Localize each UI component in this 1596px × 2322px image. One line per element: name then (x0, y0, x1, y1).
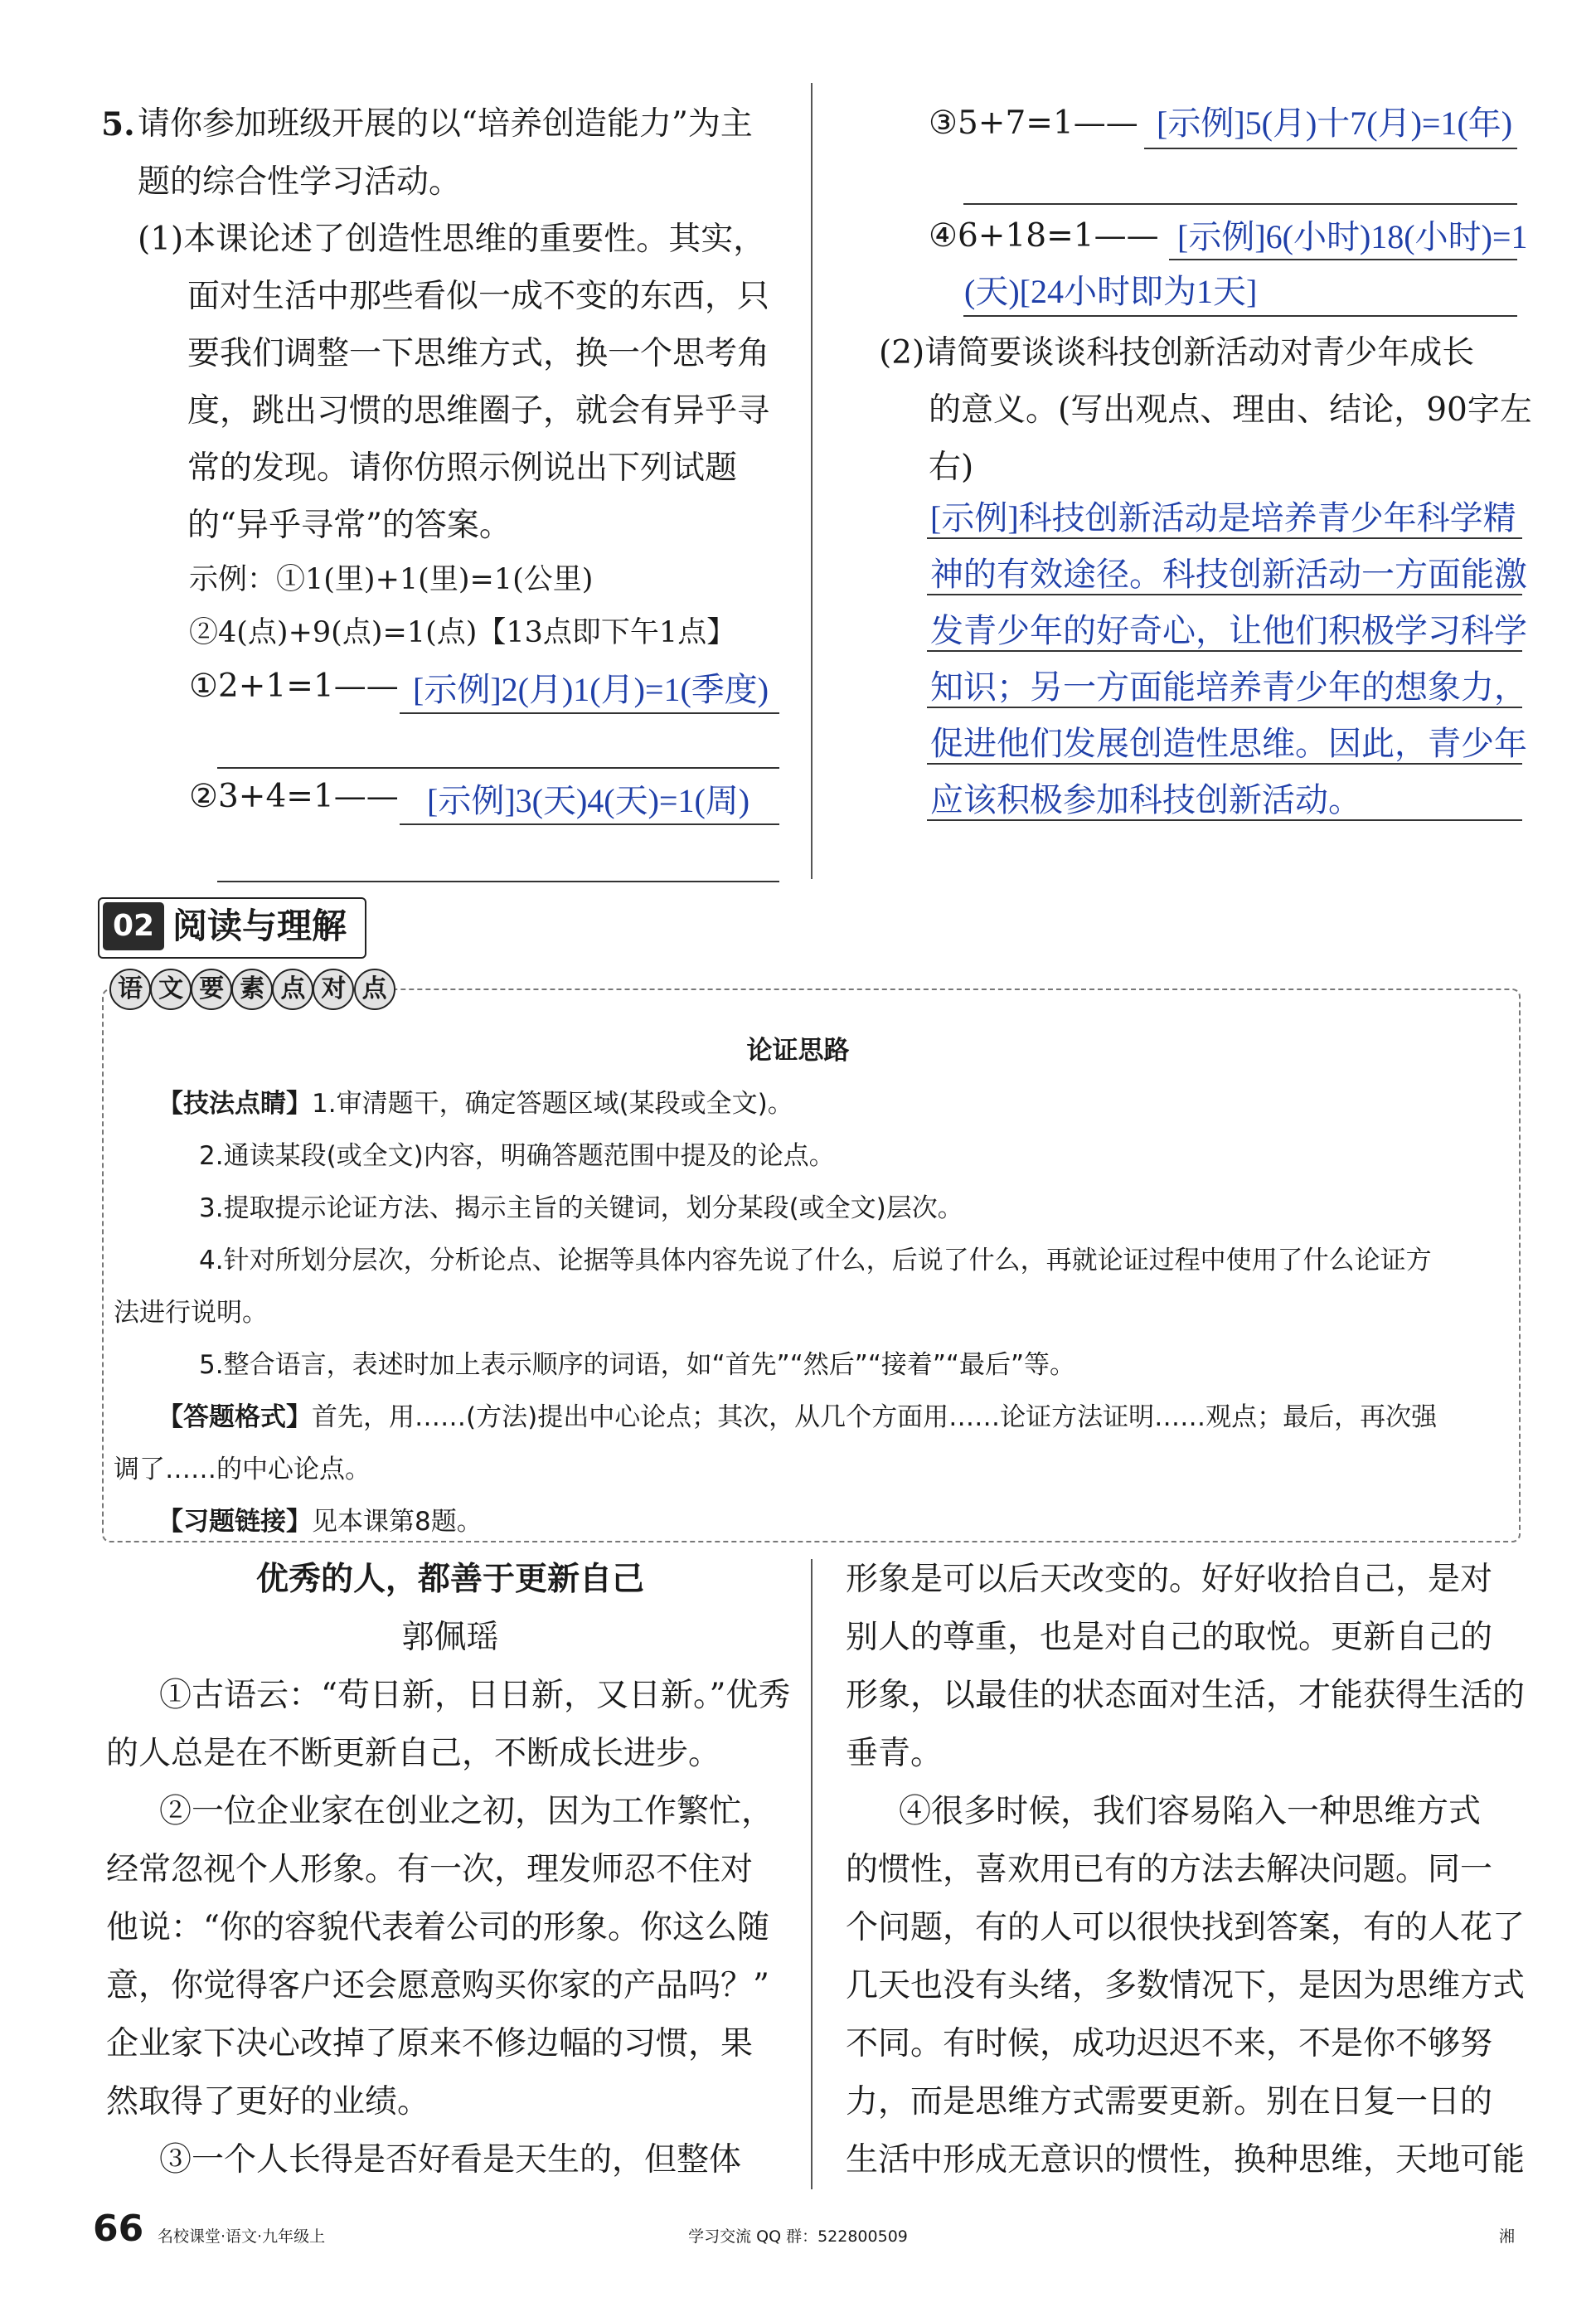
part1-line: 度，跳出习惯的思维圈子，就会有异乎寻 (187, 392, 770, 430)
part1-line: (1)本课论述了创造性思维的重要性。其实， (138, 221, 766, 258)
qq-group: 学习交流 QQ 群：522800509 (688, 2227, 908, 2246)
article-line: 的惯性，喜欢用已有的方法去解决问题。同一 (846, 1851, 1493, 1888)
blank-item-answer: [示例]2(月)1(月)=1(季度) (413, 671, 769, 708)
article-line: 意，你觉得客户还会愿意购买你家的产品吗？” (106, 1967, 769, 2004)
box-label: 【技法点睛】 (158, 1089, 312, 1119)
example-line: ②4(点)+9(点)=1(点)【13点即下午1点】 (189, 616, 736, 649)
page-number: 66 (93, 2208, 144, 2250)
box-heading: 论证思路 (746, 1036, 850, 1066)
article-line: 他说：“你的容貌代表着公司的形象。你这么随 (106, 1909, 769, 1946)
article-line: 形象是可以后天改变的。好好收拾自己，是对 (846, 1561, 1493, 1598)
article-title: 优秀的人，都善于更新自己 (255, 1561, 644, 1598)
article-line: 经常忽视个人形象。有一次，理发师忍不住对 (106, 1851, 754, 1888)
part2-line: (2)请简要谈谈科技创新活动对青少年成长 (879, 334, 1475, 372)
article-line: 别人的尊重，也是对自己的取悦。更新自己的 (846, 1619, 1493, 1656)
article-line: ③一个人长得是否好看是天生的，但整体 (159, 2141, 742, 2179)
example-line: 示例：①1(里)+1(里)=1(公里) (189, 563, 594, 596)
box-text: 首先，用……(方法)提出中心论点；其次，从几个方面用……论证方法证明……观点；最后，再次强 (312, 1402, 1438, 1432)
article-line: ②一位企业家在创业之初，因为工作繁忙， (159, 1793, 774, 1830)
answer-line: 知识；另一方面能培养青少年的想象力， (930, 668, 1527, 706)
article-line: 力，而是思维方式需要更新。别在日复一日的 (846, 2083, 1493, 2120)
blank-item-answer: [示例]5(月)十7(月)=1(年) (1157, 104, 1513, 142)
tag-char: 素 (231, 969, 273, 1010)
part1-line: 的“异乎寻常”的答案。 (187, 507, 512, 544)
blank-item-label: ②3+4=1—— (189, 778, 399, 815)
article-line: 不同。有时候，成功迟迟不来，不是你不够努 (846, 2025, 1493, 2062)
blank-item-label: ①2+1=1—— (189, 668, 399, 705)
part2-line: 右) (929, 449, 974, 486)
part2-line: 的意义。(写出观点、理由、结论，90字左 (929, 391, 1532, 429)
article-line: 然取得了更好的业绩。 (106, 2083, 430, 2120)
blank-item-answer: [示例]6(小时)18(小时)=1 (1177, 218, 1528, 255)
blank-item-answer: [示例]3(天)4(天)=1(周) (427, 782, 750, 819)
tag-char: 文 (150, 969, 192, 1010)
box-line: 4.针对所划分层次，分析论点、论据等具体内容先说了什么，后说了什么，再就论证过程中使用了什么论证方 (199, 1246, 1432, 1275)
box-line: 调了……的中心论点。 (114, 1455, 371, 1484)
tag-char: 点 (354, 969, 395, 1010)
tag-char: 语 (109, 969, 151, 1010)
box-label: 【习题链接】 (158, 1507, 312, 1537)
article-author: 郭佩瑶 (401, 1619, 499, 1656)
part1-line: 要我们调整一下思维方式，换一个思考角 (187, 335, 770, 372)
answer-line: 发青少年的好奇心，让他们积极学习科学 (930, 612, 1527, 649)
article-line: ④很多时候，我们容易陷入一种思维方式 (899, 1793, 1482, 1830)
article-line: 企业家下决心改掉了原来不修边幅的习惯，果 (106, 2025, 754, 2062)
box-line (158, 1392, 1437, 1443)
section-tag (109, 969, 391, 1013)
region-mark: 湘 (1499, 2227, 1516, 2246)
box-line: 2.通读某段(或全文)内容，明确答题范围中提及的论点。 (199, 1141, 835, 1171)
box-line: 法进行说明。 (114, 1298, 268, 1328)
article-line: ①古语云：“苟日新，日日新，又日新。”优秀 (159, 1677, 791, 1714)
answer-line: [示例]科技创新活动是培养青少年科学精 (930, 499, 1516, 537)
question-intro-line: 题的综合性学习活动。 (138, 163, 462, 201)
article-line: 的人总是在不断更新自己，不断成长进步。 (106, 1735, 721, 1772)
blank-item-label: ④6+18=1—— (929, 217, 1159, 255)
article-line: 垂青。 (846, 1735, 944, 1772)
section-header (98, 897, 366, 959)
question-intro-line: 请你参加班级开展的以“培养创造能力”为主 (138, 105, 753, 143)
part1-line: 面对生活中那些看似一成不变的东西，只 (187, 278, 770, 315)
box-line (158, 1078, 793, 1129)
article-line: 几天也没有头绪，多数情况下，是因为思维方式 (846, 1967, 1526, 2004)
section-number: 02 (103, 902, 164, 950)
answer-line: 促进他们发展创造性思维。因此，青少年 (930, 725, 1527, 762)
box-line: 3.提取提示论证方法、揭示主旨的关键词，划分某段(或全文)层次。 (199, 1193, 963, 1223)
box-text: 1.审清题干，确定答题区域(某段或全文)。 (312, 1089, 793, 1119)
article-line: 个问题，有的人可以很快找到答案，有的人花了 (846, 1909, 1526, 1946)
article-line: 形象，以最佳的状态面对生活，才能获得生活的 (846, 1677, 1526, 1714)
tag-char: 要 (191, 969, 232, 1010)
box-text: 见本课第8题。 (312, 1507, 483, 1537)
blank-item-answer: (天)[24小时即为1天] (964, 273, 1258, 310)
box-line: 5.整合语言，表述时加上表示顺序的词语，如“首先”“然后”“接着”“最后”等。 (199, 1350, 1076, 1380)
box-label: 【答题格式】 (158, 1402, 312, 1432)
blank-item-label: ③5+7=1—— (929, 104, 1138, 142)
box-line (158, 1496, 483, 1547)
answer-line: 应该积极参加科技创新活动。 (930, 781, 1361, 819)
question-number: 5. (101, 105, 135, 143)
answer-line: 神的有效途径。科技创新活动一方面能激 (930, 556, 1527, 593)
tag-char: 点 (272, 969, 313, 1010)
book-title: 名校课堂·语文·九年级上 (158, 2227, 326, 2246)
article-line: 生活中形成无意识的惯性，换种思维，天地可能 (846, 2141, 1526, 2179)
tag-char: 对 (313, 969, 354, 1010)
part1-line: 常的发现。请你仿照示例说出下列试题 (187, 449, 738, 487)
section-title: 阅读与理解 (172, 906, 347, 946)
